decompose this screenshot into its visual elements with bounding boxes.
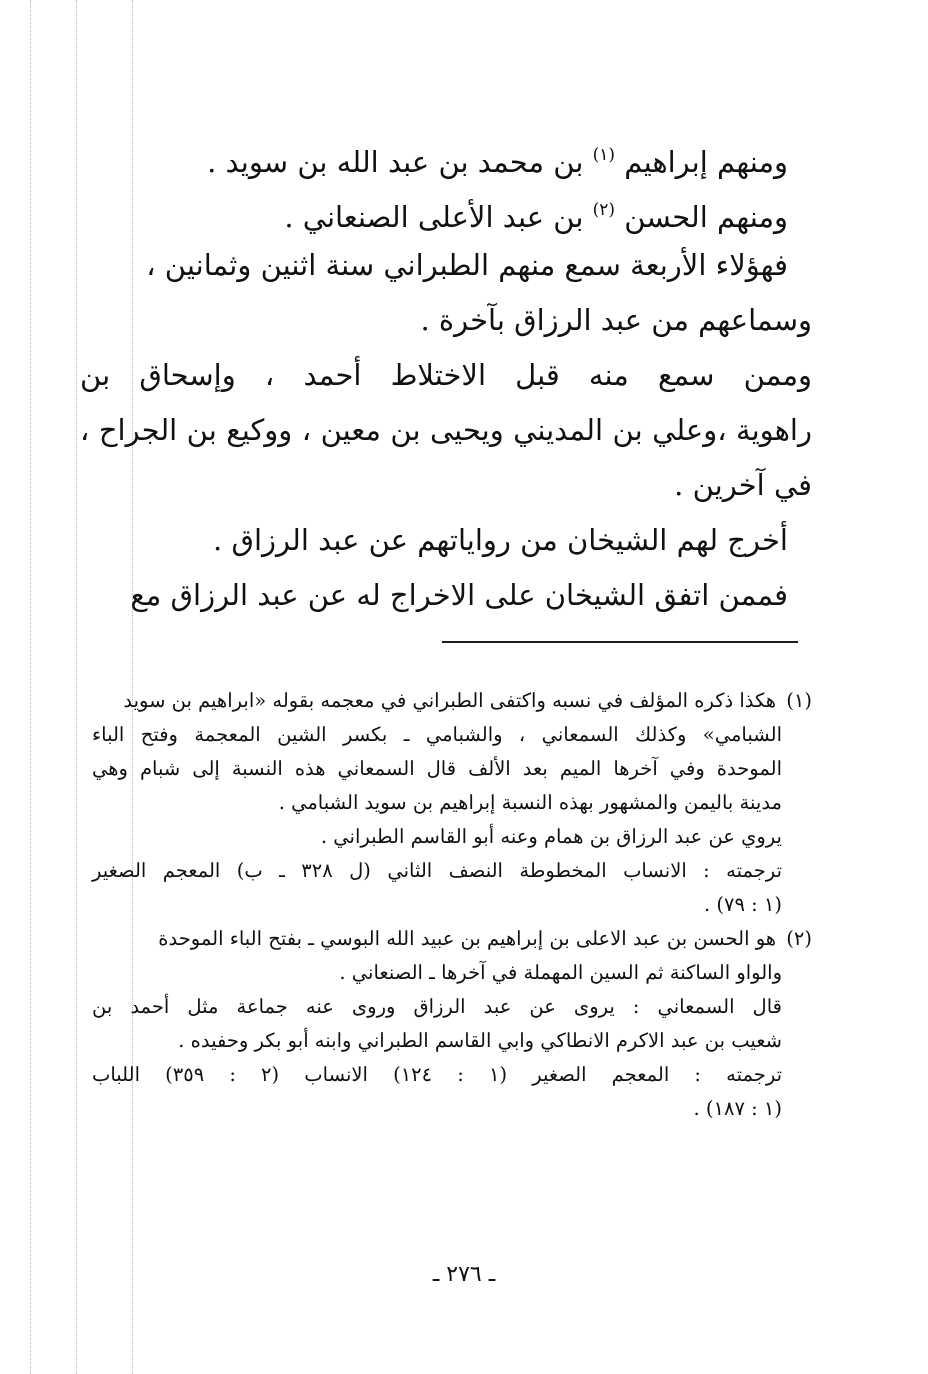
main-line-2: ومنهم الحسن $^{(٢)}$ بن عبد الأعلى الصنعاني . (284, 200, 788, 234)
footnote-2-line-5: ترجمته : المعجم الصغير (١ : ١٢٤) الانساب (٢ : ٣٥٩) اللباب (92, 1063, 783, 1086)
footnote-2-line-6: (١ : ١٨٧) . (693, 1097, 782, 1120)
footnote-1-line-7: (١ : ٧٩) . (703, 893, 782, 916)
page-number: ـ ٢٧٦ ـ (432, 1262, 496, 1287)
footnote-1-line-2: الشبامي» وكذلك السمعاني ، والشبامي ـ بكسر الشين المعجمة وفتح الباء (92, 723, 782, 746)
footnote-ref-1[interactable]: (١) (592, 145, 616, 165)
footnotes (92, 684, 812, 1126)
footnote-2-line-1: (٢) هو الحسن بن عبد الاعلى بن إبراهيم بن عبيد الله البوسي ـ بفتح الباء الموحدة (158, 927, 812, 950)
footnote-2-line-2: والواو الساكنة ثم السين المهملة في آخرها ـ الصنعاني . (339, 961, 782, 984)
main-line-8: أخرج لهم الشيخان من رواياتهم عن عبد الرزاق . (213, 523, 788, 557)
footnote-1-line-3: الموحدة وفي آخرها الميم بعد الألف قال السمعاني هذه النسبة إلى شبام وهي (92, 757, 782, 780)
footnote-1-line-5: يروي عن عبد الرزاق بن همام وعنه أبو القاسم الطبراني . (320, 825, 782, 848)
main-line-7: في آخرين . (674, 468, 812, 502)
footnote-separator (442, 641, 798, 643)
main-text (80, 128, 812, 623)
footnote-2-line-3: قال السمعاني : يروى عن عبد الرزاق وروى عنه جماعة مثل أحمد بن (92, 995, 782, 1018)
footnote-1-line-6: ترجمته : الانساب المخطوطة النصف الثاني (ل ٣٢٨ ـ ب) المعجم الصغير (92, 859, 782, 882)
main-line-5: وممن سمع منه قبل الاختلاط أحمد ، وإسحاق بن (80, 358, 812, 392)
scan-edge-left (30, 0, 31, 1374)
main-line-1: ومنهم إبراهيم $^{(١)}$ بن محمد بن عبد الله بن سويد . (207, 145, 788, 179)
main-line-3: فهؤلاء الأربعة سمع منهم الطبراني سنة اثنين وثمانين ، (146, 248, 788, 282)
footnote-ref-2[interactable]: (٢) (592, 200, 616, 220)
footnote-1-line-1: (١) هكذا ذكره المؤلف في نسبه واكتفى الطبراني في معجمه بقوله «ابراهيم بن سويد (123, 689, 812, 712)
main-line-4: وسماعهم من عبد الرزاق بآخرة . (420, 303, 812, 337)
scan-edge-left-inner (76, 0, 77, 1374)
footnote-2-line-4: شعيب بن عبد الاكرم الانطاكي وابي القاسم الطبراني وابنه أبو بكر وحفيده . (178, 1029, 782, 1052)
main-line-9: فممن اتفق الشيخان على الاخراج له عن عبد الرزاق مع (130, 578, 788, 612)
main-line-6: راهوية ،وعلي بن المديني ويحيى بن معين ، ووكيع بن الجراح ، (80, 413, 812, 447)
footnote-2-number: (٢) (786, 927, 812, 950)
footnote-1-line-4: مدينة باليمن والمشهور بهذه النسبة إبراهيم بن سويد الشبامي . (278, 791, 782, 814)
footnote-1-number: (١) (786, 689, 812, 712)
